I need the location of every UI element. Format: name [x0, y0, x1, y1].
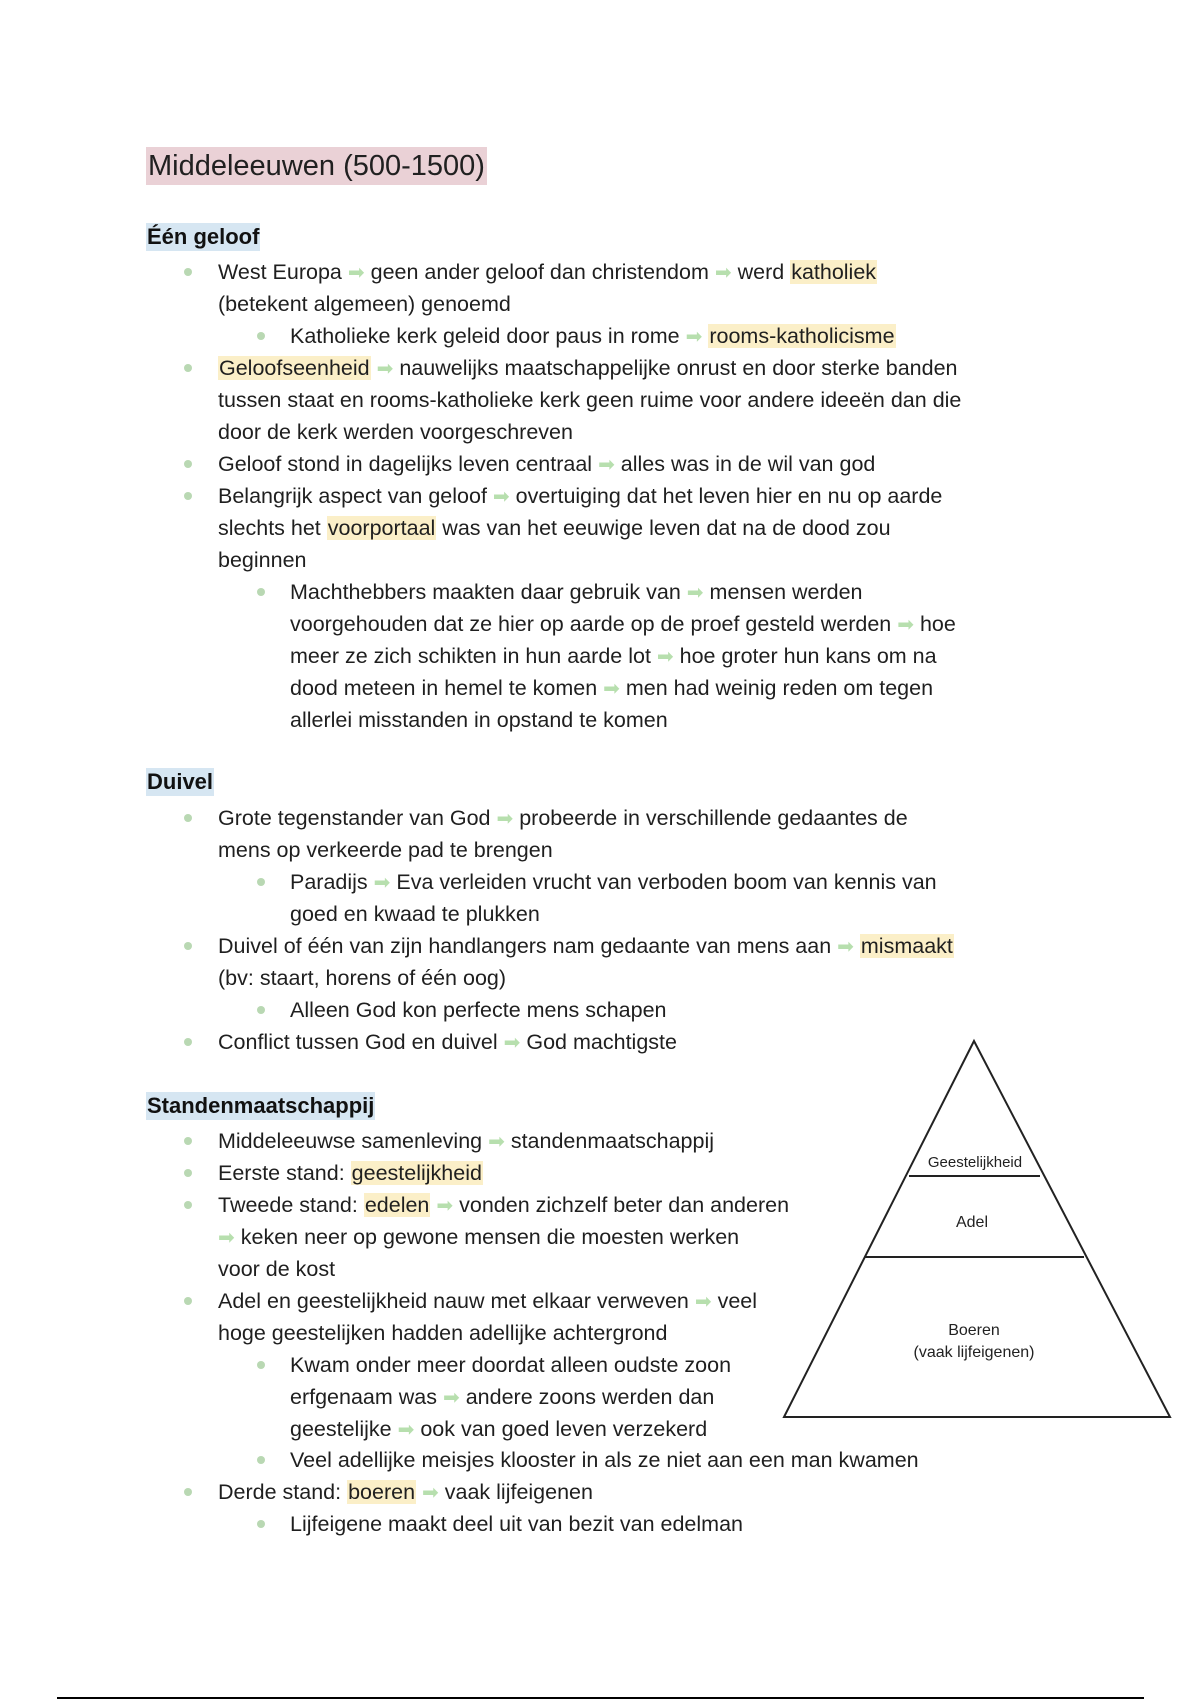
list-item-text: goed en kwaad te plukken	[290, 902, 540, 926]
bullet	[184, 460, 192, 468]
list-item-text: Geloof stond in dagelijks leven centraal ➡ alles was in de wil van god	[218, 452, 876, 476]
highlight: edelen	[364, 1193, 430, 1217]
bullet	[257, 1520, 265, 1528]
list-item-text: Katholieke kerk geleid door paus in rome ➡ rooms-katholicisme	[290, 324, 895, 348]
list-item-text: West Europa ➡ geen ander geloof dan christendom ➡ werd katholiek	[218, 260, 877, 284]
list-item-text: Tweede stand: edelen ➡ vonden zichzelf beter dan anderen	[218, 1193, 790, 1217]
list-item-text: voorgehouden dat ze hier op aarde op de proef gesteld werden ➡ hoe	[290, 612, 956, 636]
arrow-icon: ➡	[686, 582, 704, 604]
pyramid-label-middle: Adel	[955, 1214, 989, 1231]
highlight: geestelijkheid	[351, 1161, 482, 1185]
bullet	[257, 1361, 265, 1369]
arrow-icon: ➡	[897, 614, 914, 636]
list-item-text: Eerste stand: geestelijkheid	[218, 1161, 482, 1185]
bullet	[184, 942, 192, 950]
list-item-text: Duivel of één van zijn handlangers nam gedaante van mens aan ➡ mismaakt	[218, 934, 953, 958]
arrow-icon: ➡	[503, 1032, 521, 1054]
bullet	[184, 364, 192, 372]
highlight: Geloofseenheid	[219, 356, 370, 380]
list-item-text: ➡ keken neer op gewone mensen die moesten werken	[218, 1225, 740, 1249]
arrow-icon: ➡	[685, 326, 703, 348]
arrow-icon: ➡	[603, 678, 620, 700]
bullet	[184, 1038, 192, 1046]
section-heading-duivel: Duivel	[147, 769, 214, 794]
list-item-text: Belangrijk aspect van geloof ➡ overtuiging dat het leven hier en nu op aarde	[218, 484, 943, 508]
bullet	[184, 1169, 192, 1177]
list-item-text: Paradijs ➡ Eva verleiden vrucht van verboden boom van kennis van	[290, 870, 937, 894]
bullet	[184, 814, 192, 822]
list-item-text: meer ze zich schikten in hun aarde lot ➡ hoe groter hun kans om na	[290, 644, 937, 668]
footer-rule	[57, 1697, 1144, 1699]
highlight: katholiek	[791, 260, 877, 284]
bullet	[184, 492, 192, 500]
arrow-icon: ➡	[488, 1131, 505, 1153]
arrow-icon: ➡	[656, 646, 674, 668]
bullet	[184, 1297, 192, 1305]
highlight: voorportaal	[327, 516, 436, 540]
arrow-icon: ➡	[376, 358, 394, 380]
arrow-icon: ➡	[694, 1291, 712, 1313]
bullet	[257, 1006, 265, 1014]
section-heading-geloof: Één geloof	[147, 224, 260, 249]
bullet	[257, 332, 265, 340]
list-item-text: Adel en geestelijkheid nauw met elkaar verweven ➡ veel	[218, 1289, 758, 1313]
list-item-text: erfgenaam was ➡ andere zoons werden dan	[290, 1385, 715, 1409]
arrow-icon: ➡	[436, 1195, 454, 1217]
highlight: mismaakt	[860, 934, 953, 958]
arrow-icon: ➡	[598, 454, 615, 476]
bullet	[184, 1488, 192, 1496]
list-item-text: geestelijke ➡ ook van goed leven verzekerd	[290, 1417, 708, 1441]
list-item-text: hoge geestelijken hadden adellijke achtergrond	[218, 1321, 668, 1345]
bullet	[257, 878, 265, 886]
pyramid-label-bottom-sub: (vaak lijfeigenen)	[913, 1344, 1035, 1361]
highlight: rooms-katholicisme	[709, 324, 895, 348]
list-item-text: door de kerk werden voorgeschreven	[218, 420, 573, 444]
list-item-text: tussen staat en rooms-katholieke kerk geen ruime voor andere ideeën dan die	[218, 388, 962, 412]
arrow-icon: ➡	[496, 808, 514, 830]
list-item-text: Veel adellijke meisjes klooster in als ze niet aan een man kwamen	[290, 1448, 919, 1472]
bullet	[184, 268, 192, 276]
arrow-icon: ➡	[714, 262, 732, 284]
arrow-icon: ➡	[218, 1227, 235, 1249]
arrow-icon: ➡	[373, 872, 391, 894]
arrow-icon: ➡	[422, 1482, 439, 1504]
list-item-text: beginnen	[218, 548, 307, 572]
standen-pyramid-diagram	[780, 1035, 1180, 1425]
list-item-text: Derde stand: boeren ➡ vaak lijfeigenen	[218, 1480, 593, 1504]
list-item-text: Machthebbers maakten daar gebruik van ➡ mensen werden	[290, 580, 863, 604]
arrow-icon: ➡	[347, 262, 365, 284]
bullet	[257, 588, 265, 596]
list-item-text: Grote tegenstander van God ➡ probeerde in verschillende gedaantes de	[218, 806, 908, 830]
list-item-text: Alleen God kon perfecte mens schapen	[290, 998, 667, 1022]
list-item-text: (betekent algemeen) genoemd	[218, 292, 511, 316]
list-item-text: (bv: staart, horens of één oog)	[218, 966, 507, 990]
bullet	[257, 1456, 265, 1464]
list-item-text: Kwam onder meer doordat alleen oudste zoon	[290, 1353, 732, 1377]
page-title: Middeleeuwen (500-1500)	[146, 147, 487, 185]
list-item-text: slechts het voorportaal was van het eeuwige leven dat na de dood zou	[218, 516, 891, 540]
list-item-text: voor de kost	[218, 1257, 336, 1281]
pyramid-label-top: Geestelijkheid	[927, 1154, 1023, 1171]
bullet	[184, 1201, 192, 1209]
section-heading-standenmaatschappij: Standenmaatschappij	[147, 1093, 375, 1118]
list-item-text: dood meteen in hemel te komen ➡ men had weinig reden om tegen	[290, 676, 934, 700]
list-item-text: allerlei misstanden in opstand te komen	[290, 708, 668, 732]
list-item-text: Conflict tussen God en duivel ➡ God machtigste	[218, 1030, 677, 1054]
arrow-icon: ➡	[397, 1419, 415, 1441]
highlight: boeren	[348, 1480, 416, 1504]
list-item-text: Geloofseenheid ➡ nauwelijks maatschappelijke onrust en door sterke banden	[219, 356, 958, 380]
bullet	[184, 1137, 192, 1145]
arrow-icon: ➡	[492, 486, 510, 508]
list-item-text: Middeleeuwse samenleving ➡ standenmaatschappij	[218, 1129, 715, 1153]
arrow-icon: ➡	[837, 936, 854, 958]
list-item-text: mens op verkeerde pad te brengen	[218, 838, 553, 862]
pyramid-label-bottom: Boeren	[948, 1322, 1000, 1339]
arrow-icon: ➡	[442, 1387, 460, 1409]
list-item-text: Lijfeigene maakt deel uit van bezit van edelman	[290, 1512, 743, 1536]
